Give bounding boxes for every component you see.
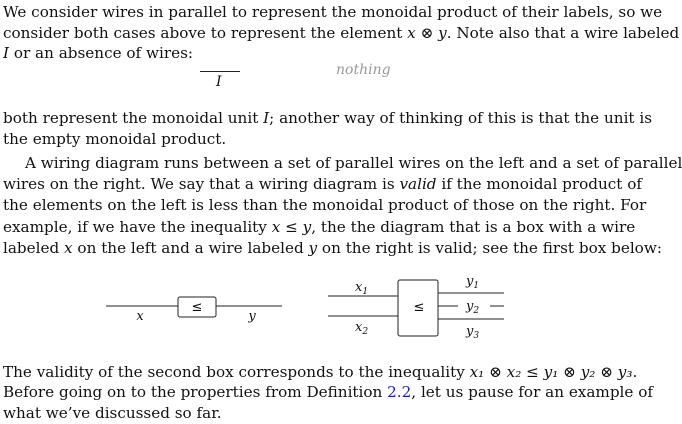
math-inline: x ≤ y [271,218,312,236]
text-span: labeled [3,239,65,257]
diagram-multi-box [328,274,504,341]
text-span: what we’ve discussed so far. [3,404,222,422]
text-span: if the monoidal product of [436,175,642,193]
text-span: ; another way of thinking of this is that the unit is [269,109,653,127]
text-span: Before going on to the properties from Definition [3,383,388,401]
text-span: The validity of the second box corresponds to the inequality [3,363,470,381]
nothing-label: nothing [336,62,391,78]
text-span: wires on the right. We say that a wiring diagram is [3,175,400,193]
text-line [3,382,653,402]
wire-label-x: x [136,309,144,324]
text-span: on the right is valid; see the first box below: [317,239,662,257]
text-span: consider both cases above to represent the element [3,24,408,42]
text-span: , the the diagram that is a box with a wire [311,218,636,236]
math-inline: x [64,239,73,257]
wire-label-y3: $y_3$ [466,324,480,341]
text-span: , let us pause for an example of [411,383,653,401]
wire-label-x1: $x_1$ [355,280,369,297]
math-inline: x₁ ⊗ x₂ ≤ y₁ ⊗ y₂ ⊗ y₃ [469,363,633,381]
text-span: or an absence of wires: [9,44,193,62]
text-span: . [632,363,638,381]
text-span: on the left and a wire labeled [72,239,309,257]
text-span: We consider wires in parallel to represent the monoidal product of their labels, so we [3,3,663,21]
math-inline: I [263,109,270,127]
wire-label-y: y [248,309,256,324]
wire-label-y2: $y_2$ [466,299,480,316]
diagram-single-box [106,297,282,324]
text-span: the empty monoidal product. [3,130,227,148]
text-span: example, if we have the inequality [3,218,272,236]
text-span: . Note also that a wire labeled [446,24,680,42]
text-span: the elements on the left is less than the monoidal product of those on the right. For [3,196,647,214]
wire-label-x2: $x_2$ [355,320,369,337]
math-inline: y [308,239,318,257]
unit-wire-label: I [216,74,222,90]
text-span: A wiring diagram runs between a set of parallel wires on the left and a set of parallel [25,154,682,172]
box-symbol: ≤ [191,300,203,315]
box-symbol: ≤ [413,300,425,315]
emphasis-valid: valid [399,175,437,193]
definition-link[interactable]: 2.2 [387,383,412,401]
math-inline: I [3,44,9,62]
wire-label-y1: $y_1$ [466,274,480,291]
text-line [3,403,589,423]
math-inline: x ⊗ y [407,24,447,42]
text-span: both represent the monoidal unit [3,109,264,127]
text-line [3,362,638,382]
